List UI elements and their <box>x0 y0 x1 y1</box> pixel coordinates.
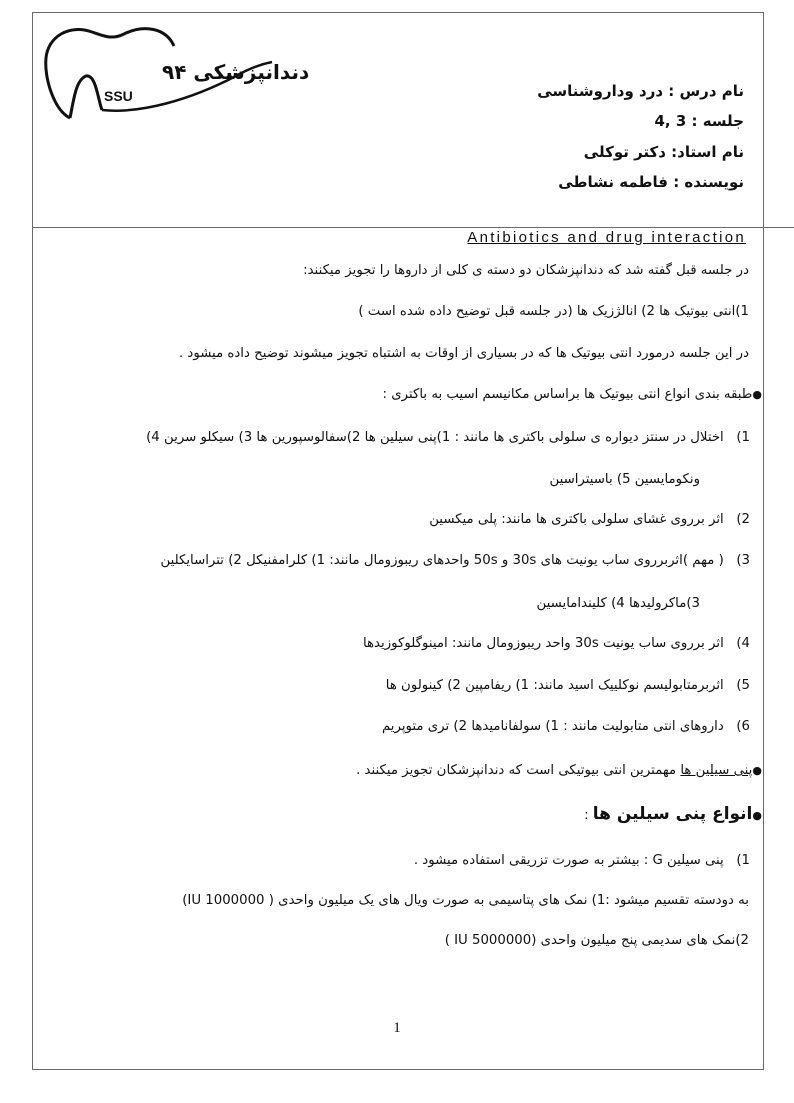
list-item-number: 2) <box>736 512 750 527</box>
types-heading-colon: : <box>584 808 593 823</box>
page-border <box>32 12 764 1070</box>
list-item <box>363 636 750 651</box>
intro-list: 1)انتی بیوتیک ها 2) انالژزیک ها (در جلسه قبل توضیح داده شده است ) <box>358 304 749 319</box>
type1-split-2: 2)نمک های سدیمی پنج میلیون واحدی (5000000 IU ) <box>444 933 749 948</box>
list-item-text: اثر برروی ساب یونیت 30s واحد ریبوزومال مانند: امینوگلوکوزیدها <box>362 636 724 651</box>
ssu-dentistry-logo <box>40 18 310 128</box>
logo-ssu: SSU <box>104 88 133 104</box>
list-item-text: ( مهم )اثربرروی ساب یونیت های 30s و 50s واحدهای ریبوزومال مانند: 1) کلرامفنیکل 2) تتراسایکلین <box>160 553 724 568</box>
list-item-continuation: 3)ماکرولیدها 4) کلیندامایسین <box>536 596 700 611</box>
session-number: جلسه : 3 ,4 <box>654 112 744 130</box>
list-item-number: 3) <box>736 553 750 568</box>
document-title: Antibiotics and drug interaction <box>467 229 746 246</box>
list-item <box>146 430 750 445</box>
list-item-text: اثربرمتابولیسم نوکلییک اسید مانند: 1) ریفامپین 2) کینولون ها <box>385 678 724 693</box>
list-item-number: 1) <box>736 430 750 445</box>
logo-title: دندانپزشکی ۹۴ <box>162 60 310 84</box>
list-item <box>429 512 750 527</box>
type1-split: به دودسته تقسیم میشود :1) نمک های پتاسیمی به صورت ویال های یک میلیون واحدی ( 1000000 IU) <box>182 893 749 908</box>
list-item-continuation: ونکومایسین 5) باسیتراسین <box>549 472 700 487</box>
list-item-number: 1) <box>736 853 750 868</box>
list-item-number: 4) <box>736 636 750 651</box>
list-item <box>382 719 750 734</box>
list-item <box>414 853 750 868</box>
list-item <box>160 553 750 568</box>
list-item-text: پنی سیلین G : بیشتر به صورت تزریقی استفاده میشود . <box>413 853 724 868</box>
penicillin-note-text: مهمترین انتی بیوتیکی است که دندانپزشکان تجویز میکنند . <box>356 763 677 778</box>
author-name: نویسنده : فاطمه نشاطی <box>558 173 744 191</box>
list-item-number: 6) <box>736 719 750 734</box>
list-item-text: داروهای انتی متابولیت مانند : 1) سولفانامیدها 2) تری متوپریم <box>381 719 724 734</box>
classification-title-text: طبقه بندی انواع انتی بیوتیک ها براساس مکانیسم اسیب به باکتری : <box>382 387 753 402</box>
session-note: در این جلسه درمورد انتی بیوتیک ها که در بسیاری از اوقات به اشتباه تجویز میشوند توضیح داده میشود . <box>178 346 749 361</box>
penicillin-term: پنی سیلین ها <box>680 763 753 778</box>
bullet-icon: ● <box>752 764 762 777</box>
types-heading-text: انواع پنی سیلین ها <box>592 804 753 824</box>
bullet-icon: ● <box>752 809 762 822</box>
classification-title <box>383 387 762 402</box>
penicillin-note <box>356 763 762 778</box>
teacher-name: نام استاد: دکتر توکلی <box>583 143 744 161</box>
intro-paragraph: در جلسه قبل گفته شد که دندانپزشکان دو دسته ی کلی از داروها را تجویز میکنند: <box>303 263 749 278</box>
list-item <box>386 678 750 693</box>
bullet-icon: ● <box>752 388 762 401</box>
list-item-number: 5) <box>736 678 750 693</box>
list-item-text: اختلال در سنتز دیواره ی سلولی باکتری ها مانند : 1)پنی سیلین ها 2)سفالوسپورین ها 3) سیکلو سرین 4) <box>146 430 724 445</box>
page-number: 1 <box>393 1020 401 1036</box>
course-name: نام درس : درد وداروشناسی <box>537 82 744 100</box>
list-item-text: اثر برروی غشای سلولی باکتری ها مانند: پلی میکسین <box>429 512 724 527</box>
header-divider <box>32 227 794 228</box>
types-heading <box>584 804 762 824</box>
